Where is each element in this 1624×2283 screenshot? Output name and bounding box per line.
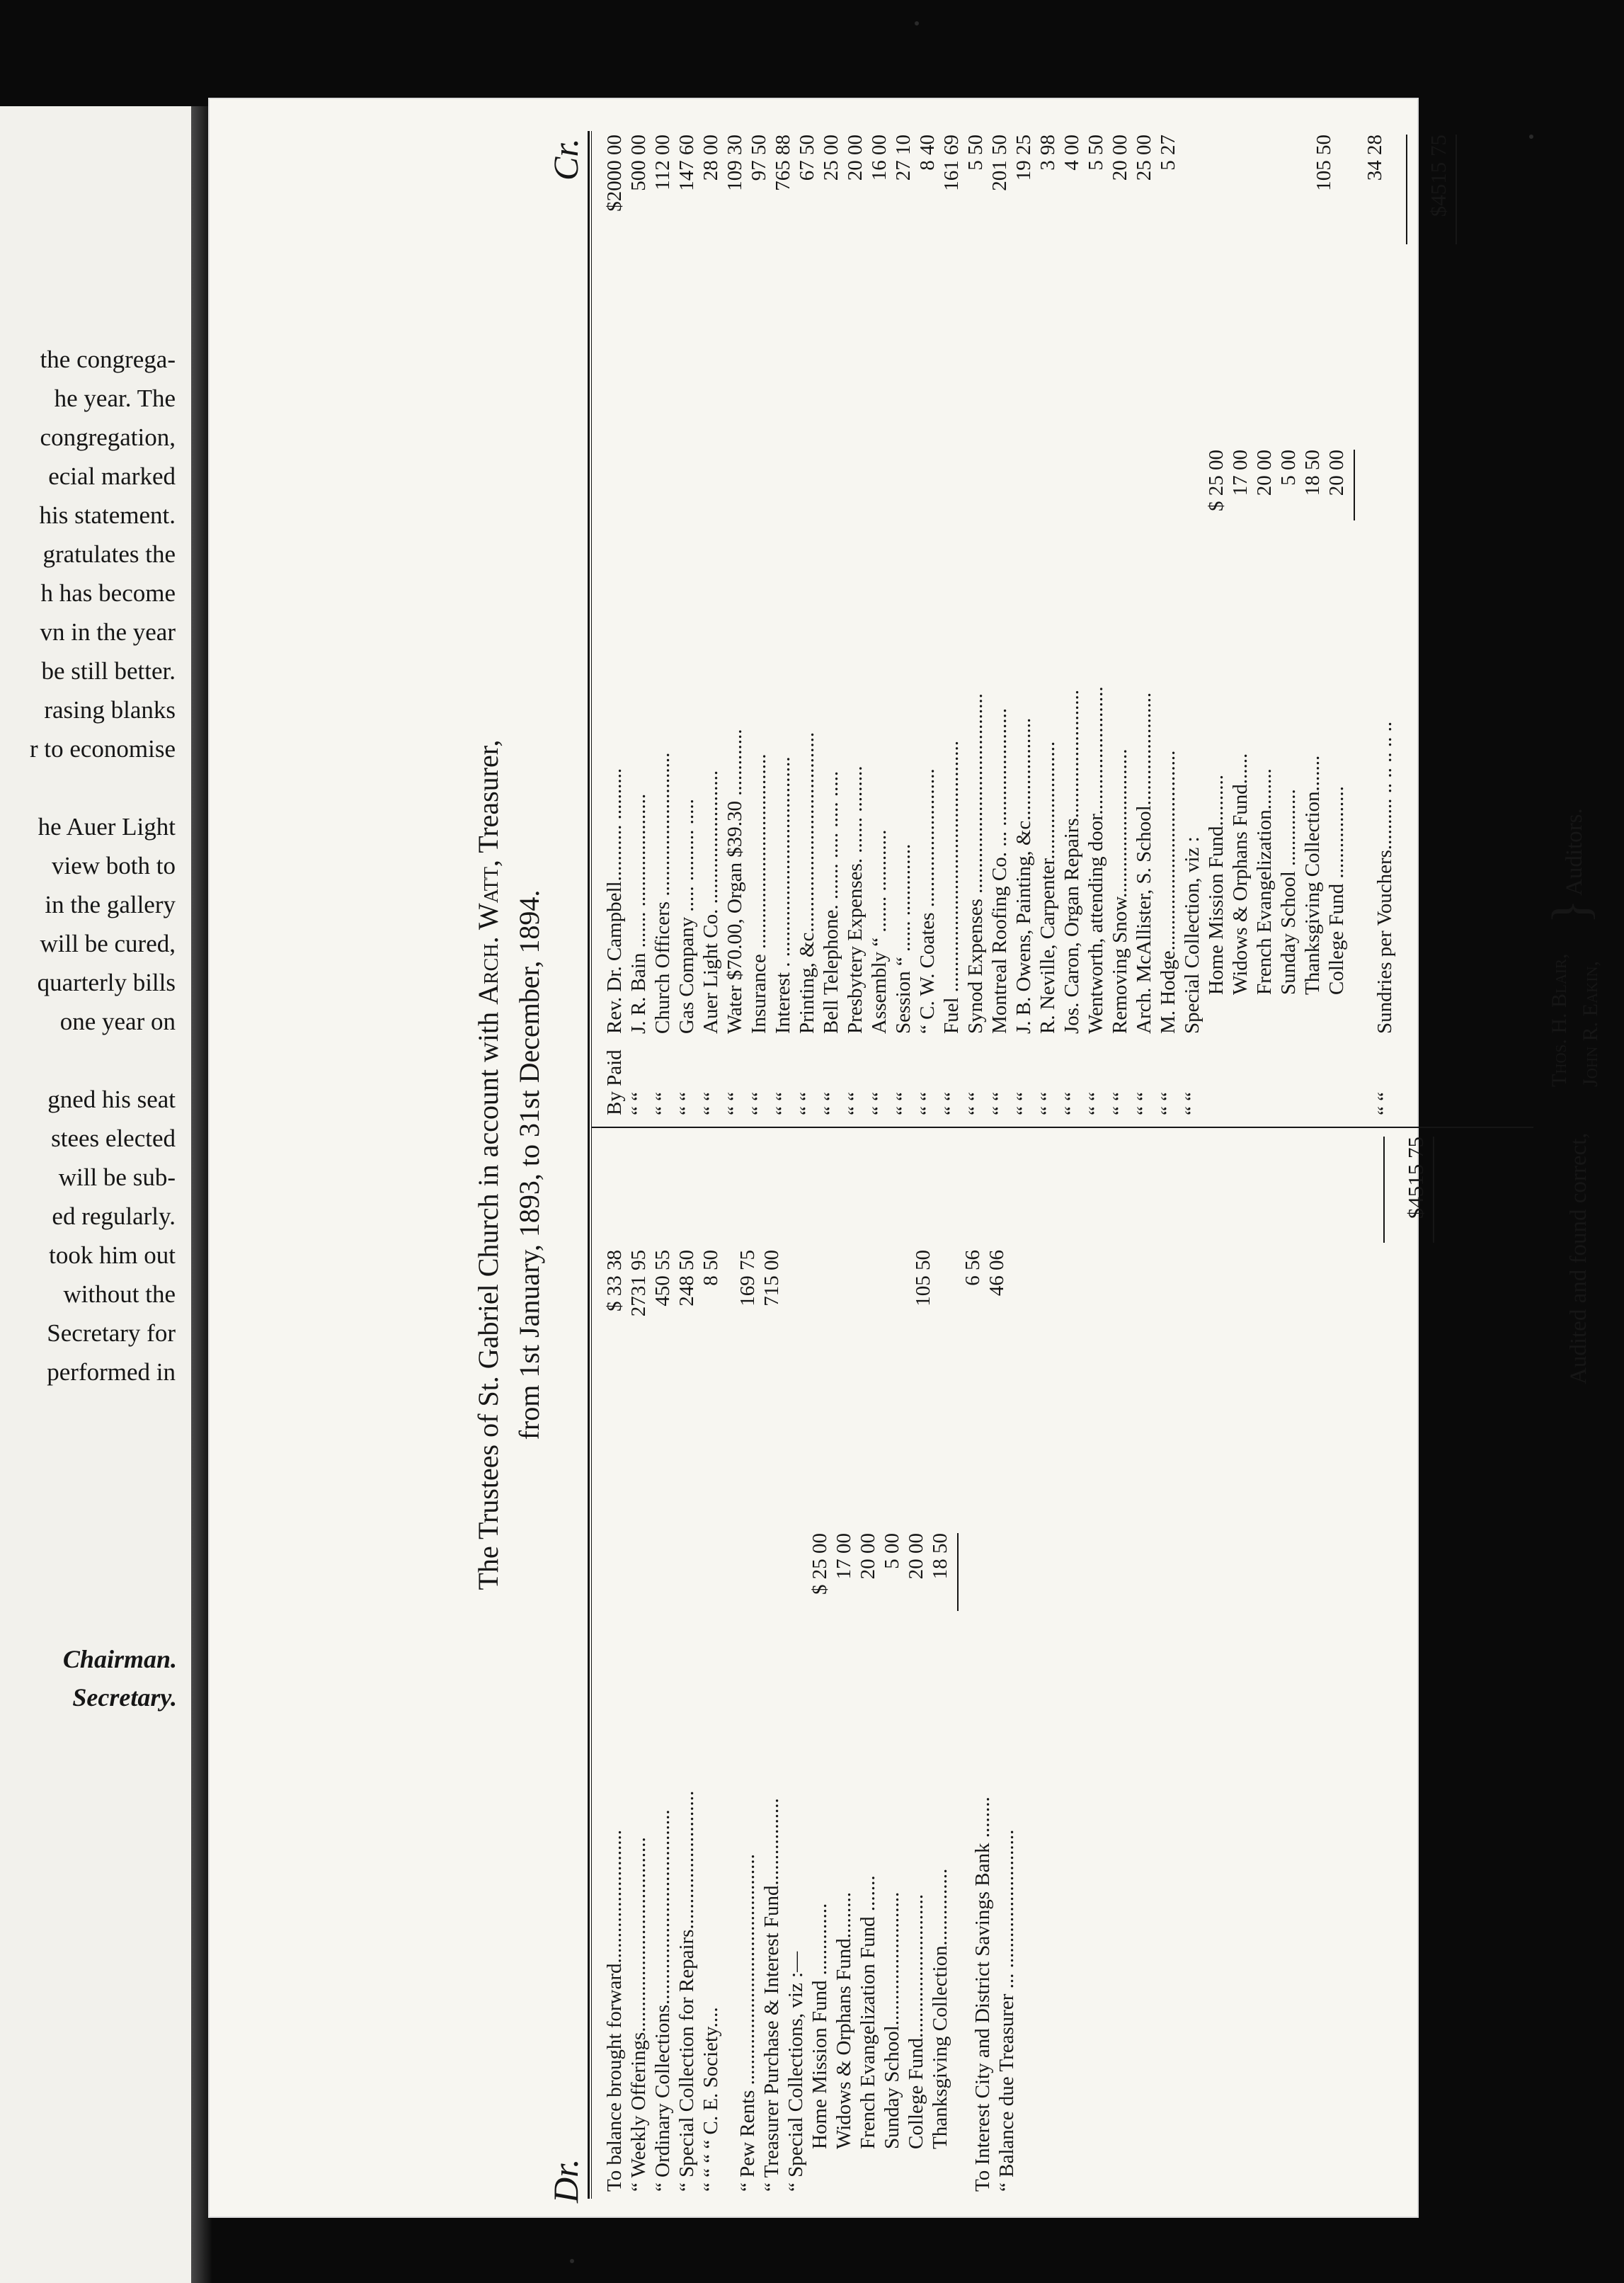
dust-speck <box>1529 135 1533 139</box>
credit-total-rule-top <box>1406 135 1407 244</box>
debit-row-label: “ Weekly Offerings...................................... <box>627 1837 650 2192</box>
credit-row-prefix: “ “ <box>940 1092 963 1115</box>
credit-row-label: Montreal Roofing Co. ... ....................... <box>988 708 1011 1034</box>
credit-row-label: Jos. Caron, Organ Repairs......................... <box>1060 690 1083 1034</box>
credit-row-prefix: “ “ <box>796 1092 818 1115</box>
credit-row-prefix: “ “ <box>1109 1092 1131 1115</box>
credit-row-prefix: “ “ <box>627 1092 650 1115</box>
credit-row-prefix: “ “ <box>1012 1092 1035 1115</box>
credit-row-amount: 20 00 <box>844 135 867 181</box>
credit-special-label: Sunday School ............... <box>1277 789 1300 995</box>
credit-row-label: Insurance ...................................... <box>748 753 770 1034</box>
debit-row-amount: 248 50 <box>675 1250 698 1306</box>
credit-special-label: Home Mission Fund.......... <box>1205 775 1228 995</box>
credit-row-label: Synod Expenses ....................................... <box>964 693 987 1034</box>
debit-row-label: “ Ordinary Collections...................................... <box>651 1809 674 2192</box>
debit-heading: Dr. <box>546 2158 585 2203</box>
debit-special-amount: $ 25 00 <box>808 1533 831 1595</box>
credit-row-label: Fuel ................................................. <box>940 740 963 1034</box>
credit-row-label: Session “ ...... .............. <box>892 843 915 1034</box>
credit-row-amount: 28 00 <box>699 135 722 181</box>
left-text-line: vn in the year <box>40 618 176 646</box>
credit-row-label: Presbytery Expenses. ....... ......... <box>844 765 867 1034</box>
credit-row-label: Bell Telephone. ....... ..... ..... ..... <box>820 770 842 1034</box>
credit-row-amount: $2000 00 <box>603 135 626 212</box>
credit-special-label: Thanksgiving Collection....... <box>1301 755 1324 995</box>
auditors-label: Auditors. <box>1562 808 1587 896</box>
debit-row-label: “ Pew Rents ............................................. <box>736 1854 759 2192</box>
debit-after-label: “ Balance due Treasurer ... ........................... <box>995 1829 1018 2192</box>
credit-row-amount: 25 00 <box>820 135 842 181</box>
debit-row-amount: 8 50 <box>699 1250 722 1286</box>
credit-row-label: Gas Company ..... .......... ..... <box>675 799 698 1034</box>
credit-heading: Cr. <box>546 138 585 181</box>
credit-row-amount: 500 00 <box>627 135 650 191</box>
credit-row-prefix: “ “ <box>868 1092 891 1115</box>
debit-row-label: “ “ “ “ C. E. Society.... <box>699 2007 722 2192</box>
credit-row-prefix: “ “ <box>916 1092 939 1115</box>
credit-row-prefix: “ “ <box>748 1092 770 1115</box>
debit-special-rule <box>957 1533 959 1611</box>
credit-row-label: Auer Light Co. .......................... <box>699 770 722 1034</box>
debit-row-label: “ Treasurer Purchase & Interest Fund................. <box>760 1798 783 2192</box>
credit-total: $4515 75 <box>1426 135 1451 217</box>
debit-row-amount: 715 00 <box>760 1250 783 1306</box>
credit-row-prefix: “ “ <box>772 1092 794 1115</box>
left-text-line: view both to <box>52 852 176 879</box>
debit-row-amount: 2731 95 <box>627 1250 650 1317</box>
debit-total-rule-top <box>1383 1137 1385 1243</box>
credit-special-label: Widows & Orphans Fund...... <box>1229 753 1252 995</box>
credit-special-amount: 20 00 <box>1253 450 1276 496</box>
left-text-line: Secretary for <box>47 1319 176 1347</box>
debit-special-label: College Fund............................ <box>905 1894 927 2149</box>
debit-special-amount: 17 00 <box>833 1533 855 1580</box>
left-text-line: rasing blanks <box>44 696 176 724</box>
left-text-line: stees elected <box>51 1125 176 1152</box>
auditors-brace: } <box>1542 899 1600 924</box>
credit-row-prefix: “ “ <box>1060 1092 1083 1115</box>
top-rule-thin <box>591 131 592 2199</box>
credit-row-prefix: “ “ <box>724 1092 746 1115</box>
credit-row-prefix: “ “ <box>1036 1092 1059 1115</box>
left-text-line: will be sub- <box>58 1163 176 1191</box>
credit-row-prefix: “ “ <box>988 1092 1011 1115</box>
credit-row-label: “ C. W. Coates ........................... <box>916 768 939 1034</box>
credit-row-amount: 4 00 <box>1060 135 1083 171</box>
chairman-signature: Chairman. <box>62 1645 177 1673</box>
debit-row-amount: 169 75 <box>736 1250 759 1306</box>
left-text-line: ecial marked <box>48 462 176 490</box>
credit-total-rule-bottom <box>1456 135 1457 244</box>
credit-special-amount: 18 50 <box>1301 450 1324 496</box>
left-text-line: be still better. <box>41 657 176 685</box>
debit-row-label: “ Special Collection for Repairs........................... <box>675 1790 698 2192</box>
center-divider <box>592 1127 1533 1128</box>
credit-special-amount: 5 00 <box>1277 450 1300 486</box>
credit-row-prefix: “ “ <box>892 1092 915 1115</box>
debit-special-label: Widows & Orphans Fund......... <box>833 1892 855 2149</box>
left-text-line: the congrega- <box>40 346 176 373</box>
credit-row-amount: 109 30 <box>724 135 746 191</box>
credit-row-prefix: “ “ <box>675 1092 698 1115</box>
secretary-signature: Secretary. <box>72 1683 177 1712</box>
credit-row-prefix: “ “ <box>1181 1092 1203 1115</box>
ledger-subtitle: from 1st January, 1893, to 31st December, 1894. <box>513 889 545 1440</box>
credit-special-amount: 17 00 <box>1229 450 1252 496</box>
credit-special-label: College Fund .................. <box>1325 786 1348 995</box>
debit-after-amount: 46 06 <box>985 1250 1008 1297</box>
credit-row-prefix: “ “ <box>844 1092 867 1115</box>
debit-after-amount: 6 56 <box>961 1250 984 1286</box>
credit-row-prefix: By Paid <box>603 1049 626 1115</box>
credit-row-amount: 8 40 <box>916 135 939 171</box>
credit-row-prefix: “ “ <box>964 1092 987 1115</box>
credit-row-amount: 27 10 <box>892 135 915 181</box>
credit-row-amount: 97 50 <box>748 135 770 181</box>
left-text-line: congregation, <box>40 423 176 451</box>
credit-row-amount: 112 00 <box>651 135 674 190</box>
credit-row-label: Removing Snow............................. <box>1109 748 1131 1034</box>
debit-special-amount: 20 00 <box>905 1533 927 1580</box>
debit-special-amount: 5 00 <box>881 1533 903 1569</box>
rotated-ledger <box>428 110 1624 2220</box>
credit-row-prefix: “ “ <box>699 1092 722 1115</box>
credit-special-amount: 20 00 <box>1325 450 1348 496</box>
audit-statement: Audited and found correct, <box>1566 1132 1591 1384</box>
credit-row-label: R. Neville, Carpenter....................... <box>1036 741 1059 1034</box>
debit-special-amount: 20 00 <box>857 1533 879 1580</box>
left-text-line: will be cured, <box>40 930 176 957</box>
credit-row-prefix: “ “ <box>1085 1092 1107 1115</box>
credit-row-label: Church Officers ............................ <box>651 752 674 1034</box>
debit-special-label: Home Mission Fund .............. <box>808 1903 831 2149</box>
debit-row-amount: 450 55 <box>651 1250 674 1306</box>
credit-row-amount: 5 27 <box>1157 135 1179 171</box>
ledger-page <box>210 99 1602 2216</box>
auditor-2: John R. Eakin, <box>1579 961 1602 1087</box>
left-text-line: took him out <box>49 1241 176 1269</box>
top-rule <box>588 131 590 2199</box>
debit-special-label: Sunday School.......................... <box>881 1891 903 2149</box>
debit-row-amount: $ 33 38 <box>603 1250 626 1311</box>
title-prefix: The Trustees of St. Gabriel Church in account with <box>472 1011 504 1590</box>
credit-row-amount: 19 25 <box>1012 135 1035 181</box>
credit-sundries-amount: 34 28 <box>1363 135 1386 181</box>
credit-sundries-label: Sundries per Vouchers.......... .. .. .. .. .. <box>1373 721 1396 1034</box>
credit-special-rule <box>1354 450 1355 520</box>
credit-special-amount: $ 25 00 <box>1205 450 1228 511</box>
credit-row-label: J. B. Owens, Painting, &c.................... <box>1012 717 1035 1034</box>
credit-row-label: Wentworth, attending door......................... <box>1085 686 1107 1034</box>
auditor-1: Thos. H. Blair, <box>1548 953 1571 1087</box>
left-text-line: he Auer Light <box>38 813 176 841</box>
debit-row-label: To balance brought forward.......................... <box>603 1830 626 2192</box>
credit-row-label: Water $70.00, Organ $39.30 ............. <box>724 729 746 1034</box>
left-text-line: his statement. <box>39 501 176 529</box>
debit-after-label: To Interest City and District Savings Bank ........ <box>971 1797 994 2192</box>
left-text-line: he year. The <box>54 385 176 412</box>
credit-row-amount: 5 50 <box>964 135 987 171</box>
left-text-line: performed in <box>47 1358 176 1386</box>
credit-row-label: Rev. Dr. Campbell........... .......... <box>603 768 626 1034</box>
dust-speck <box>570 2259 574 2263</box>
credit-row-prefix: “ “ <box>1133 1092 1155 1115</box>
ledger-title <box>474 110 503 2220</box>
debit-special-label: French Evangelization Fund ....... <box>857 1875 879 2149</box>
debit-special-label: Thanksgiving Collection............... <box>929 1868 951 2149</box>
credit-row-label: M. Hodge....................................... <box>1157 750 1179 1034</box>
left-text-line: without the <box>63 1280 176 1308</box>
left-facing-page <box>0 106 191 2283</box>
credit-row-amount: 201 50 <box>988 135 1011 191</box>
credit-row-amount: 25 00 <box>1133 135 1155 181</box>
credit-row-label: Special Collection, viz : <box>1181 836 1203 1034</box>
left-text-line: r to economise <box>29 735 176 763</box>
left-text-line: one year on <box>59 1008 176 1035</box>
credit-special-label: French Evangelization........ <box>1253 768 1276 995</box>
credit-row-amount: 161 69 <box>940 135 963 191</box>
left-text-line: gratulates the <box>42 540 176 568</box>
debit-special-amount: 18 50 <box>929 1533 951 1580</box>
debit-total-rule-bottom <box>1433 1137 1434 1243</box>
credit-row-amount: 16 00 <box>868 135 891 181</box>
credit-row-amount: 147 60 <box>675 135 698 191</box>
dust-speck <box>915 21 919 25</box>
debit-special-total: 105 50 <box>912 1250 934 1306</box>
title-suffix: , Treasurer, <box>472 739 504 867</box>
credit-row-prefix: “ “ <box>651 1092 674 1115</box>
left-text-line: quarterly bills <box>37 969 176 996</box>
credit-row-amount: 20 00 <box>1109 135 1131 181</box>
left-text-line: in the gallery <box>45 891 176 918</box>
treasurer-name: Arch. Watt <box>472 867 504 1005</box>
credit-row-label: Interest . ....................................... <box>772 756 794 1034</box>
left-text-line: gned his seat <box>47 1086 176 1113</box>
credit-row-prefix: “ “ <box>820 1092 842 1115</box>
credit-row-amount: 3 98 <box>1036 135 1059 171</box>
credit-special-total: 105 50 <box>1313 135 1335 191</box>
left-text-line: h has become <box>40 579 176 607</box>
credit-sundries-prefix: “ “ <box>1373 1092 1396 1115</box>
debit-row-label: “ Special Collections, viz :— <box>784 1951 807 2192</box>
credit-row-label: J. R. Bain ....... ...................... <box>627 793 650 1034</box>
credit-row-amount: 765 88 <box>772 135 794 191</box>
credit-row-amount: 67 50 <box>796 135 818 181</box>
debit-total: $4515 75 <box>1403 1137 1428 1219</box>
credit-row-prefix: “ “ <box>1157 1092 1179 1115</box>
left-text-line: ed regularly. <box>52 1202 176 1230</box>
credit-row-amount: 5 50 <box>1085 135 1107 171</box>
credit-row-label: Printing, &c....................................... <box>796 731 818 1034</box>
credit-row-label: Assembly “ ....... ............ <box>868 829 891 1034</box>
credit-row-label: Arch. McAllister, S. School...................... <box>1133 692 1155 1034</box>
